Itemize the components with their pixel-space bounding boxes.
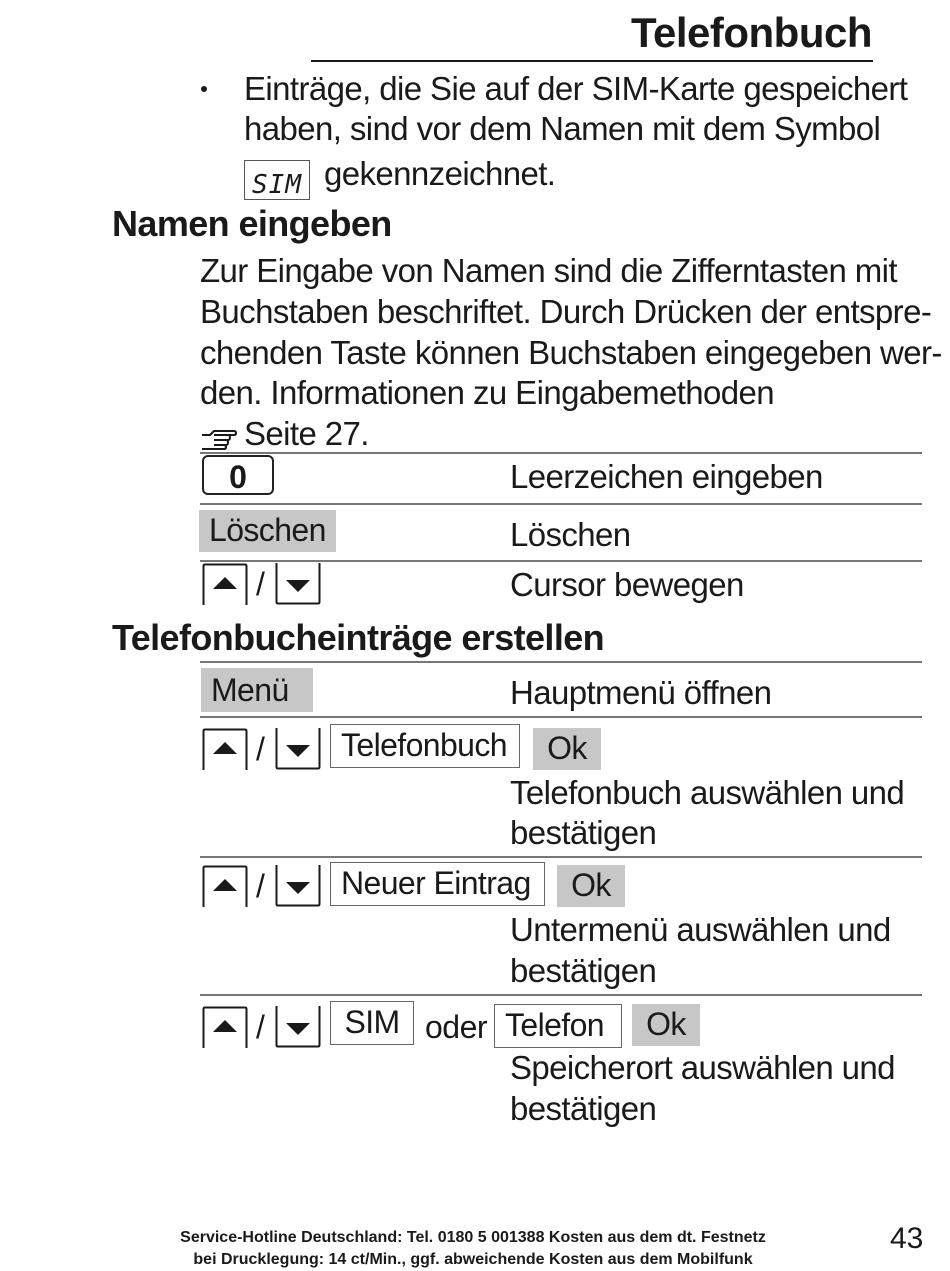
- row-rule: [200, 661, 922, 663]
- footer-line-2: bei Drucklegung: 14 ct/Min., ggf. abweichende Kosten aus dem Mobilfunk: [193, 1251, 753, 1268]
- slash-separator: /: [256, 731, 265, 767]
- section1-para-2: Buchstaben beschriftet. Durch Drücken der entspre-: [200, 293, 932, 330]
- row-rule: [200, 503, 922, 505]
- arrow-down-key-icon: [275, 865, 321, 907]
- row-desc-cursor: Cursor bewegen: [510, 566, 744, 603]
- section-heading-names: Namen eingeben: [112, 203, 392, 244]
- arrow-up-key-icon: [202, 563, 248, 605]
- row-desc-main-menu: Hauptmenü öffnen: [510, 674, 772, 711]
- header-rule: [311, 60, 873, 62]
- sim-symbol-icon: SIM: [244, 160, 310, 200]
- row-rule: [200, 716, 922, 718]
- row-rule: [200, 856, 922, 858]
- intro-line-3-wrap: [244, 153, 555, 200]
- page-number: 43: [890, 1222, 924, 1255]
- intro-line-2: haben, sind vor dem Namen mit dem Symbol: [244, 110, 881, 147]
- arrow-up-key-icon: [202, 865, 248, 907]
- menu-item-phonebook: Telefonbuch: [330, 724, 520, 768]
- page-title: Telefonbuch: [630, 9, 872, 56]
- bullet-dot: [201, 86, 207, 92]
- intro-line-3: gekennzeichnet.: [324, 155, 556, 192]
- intro-line-1: Einträge, die Sie auf der SIM-Karte gespeichert: [244, 70, 908, 107]
- row-desc-submenu-2: bestätigen: [510, 952, 657, 989]
- slash-separator: /: [256, 868, 265, 904]
- zero-key: 0: [202, 455, 274, 495]
- arrow-down-key-icon: [275, 728, 321, 770]
- ok-softkey: Ok: [533, 728, 601, 770]
- section1-para-4: den. Informationen zu Eingabemethoden: [200, 374, 775, 411]
- menu-softkey: Menü: [201, 668, 313, 712]
- menu-item-sim: SIM: [330, 1001, 414, 1045]
- section1-para-3: chenden Taste können Buchstaben eingegeben wer-: [200, 334, 942, 371]
- arrow-down-key-icon: [275, 563, 321, 605]
- row-desc-space: Leerzeichen eingeben: [510, 458, 823, 495]
- slash-separator: /: [256, 566, 265, 602]
- section1-ref: Seite 27.: [244, 415, 369, 452]
- footer-line-1: Service-Hotline Deutschland: Tel. 0180 5 001388 Kosten aus dem dt. Festnetz: [180, 1229, 766, 1246]
- row-desc-phonebook-2: bestätigen: [510, 814, 657, 851]
- row-rule: [200, 560, 922, 562]
- row-desc-delete: Löschen: [510, 516, 631, 553]
- section-heading-create: Telefonbucheinträge erstellen: [112, 617, 605, 658]
- delete-softkey: Löschen: [199, 510, 336, 552]
- row-rule: [200, 452, 922, 454]
- ok-softkey: Ok: [632, 1004, 700, 1046]
- row-desc-submenu-1: Untermenü auswählen und: [510, 911, 891, 948]
- row-desc-storage-1: Speicherort auswählen und: [510, 1049, 895, 1086]
- arrow-up-key-icon: [202, 1006, 248, 1048]
- ok-softkey: Ok: [557, 865, 625, 907]
- row-rule: [200, 994, 922, 996]
- or-text: oder: [425, 1009, 488, 1045]
- menu-item-new-entry: Neuer Eintrag: [330, 862, 545, 906]
- row-desc-storage-2: bestätigen: [510, 1090, 657, 1127]
- section1-para-1: Zur Eingabe von Namen sind die Zifferntasten mit: [200, 252, 897, 289]
- arrow-up-key-icon: [202, 728, 248, 770]
- arrow-down-key-icon: [275, 1006, 321, 1048]
- menu-item-phone: Telefon: [494, 1004, 622, 1048]
- pointing-hand-icon: [200, 419, 238, 460]
- slash-separator: /: [256, 1009, 265, 1045]
- row-desc-phonebook-1: Telefonbuch auswählen und: [510, 774, 905, 811]
